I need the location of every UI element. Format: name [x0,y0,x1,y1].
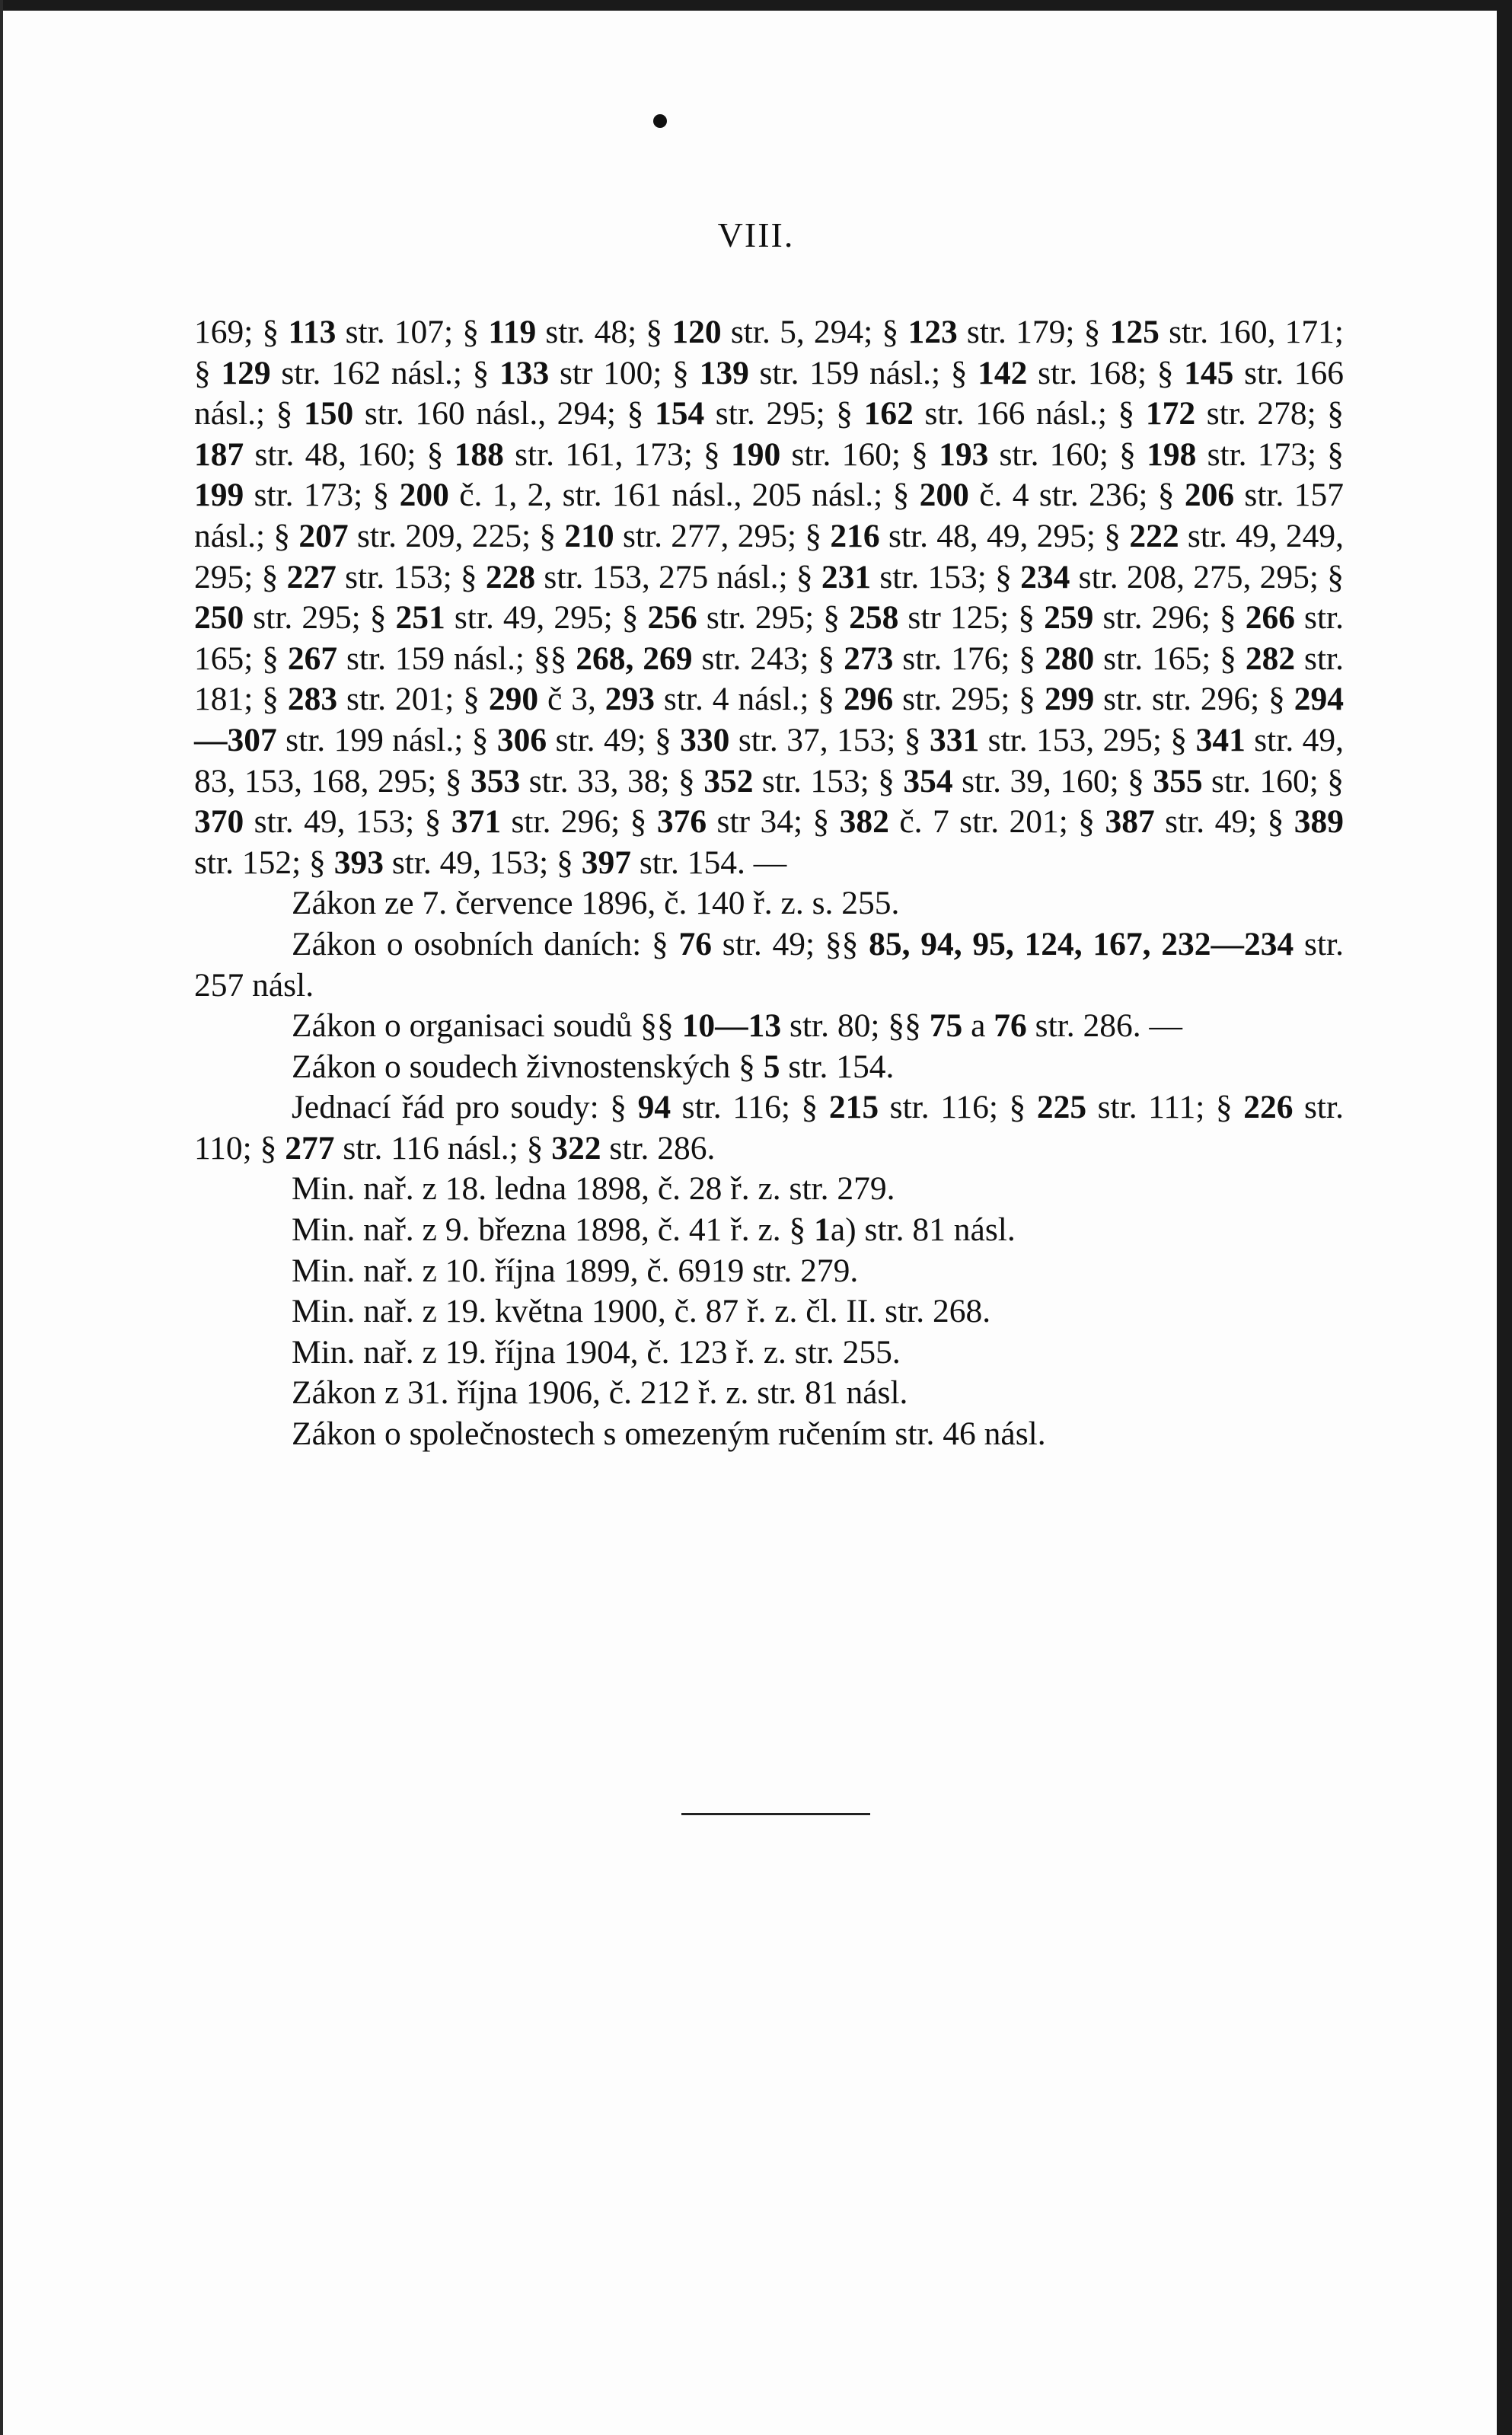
section-number: 341 [1195,721,1246,758]
section-number: 382 [839,803,889,841]
section-number: 283 [287,681,338,718]
section-number: 129 [221,354,271,391]
section-number: 5 [763,1048,780,1085]
section-index-paragraph [194,312,1344,883]
text-run: str. 152; § [194,844,334,881]
text-run: str. 173; § [244,477,400,514]
section-number: 1 [814,1211,831,1249]
section-number: 282 [1245,640,1296,677]
section-number: 352 [703,762,754,799]
text-run: str 34; § [707,803,840,841]
text-run: str. 160; § [780,436,939,473]
section-number: 133 [499,354,550,391]
section-number: 187 [194,436,244,473]
text-run: Min. nař. z 19. října 1904, č. 123 ř. z. str. 255. [292,1333,901,1371]
text-run: str 100; § [549,354,700,391]
text-run: str. 159 násl.; §§ [337,640,576,677]
text-run: str. 201; § [337,681,489,718]
law-reference-line [194,1006,1344,1047]
scan-border-top [0,0,1512,11]
scan-border-right [1497,0,1512,2435]
text-run: str. 161, 173; § [503,436,731,473]
section-number: 294—307 [194,681,1345,758]
text-run: str. 296; § [501,803,657,841]
section-number: 231 [821,558,872,595]
section-number: 354 [903,762,953,799]
section-number: 376 [656,803,707,841]
text-run: str. 166 násl.; § [913,395,1146,432]
text-run: str. 49, 153; § [244,803,451,841]
section-number: 250 [194,599,244,637]
text-run: a [962,1007,994,1045]
text-run: str. 153; § [871,558,1021,595]
text-run: Min. nař. z 10. října 1899, č. 6919 str. 279. [292,1252,859,1289]
text-run: str. 286. [601,1129,716,1166]
text-run: č 3, [538,681,605,718]
text-run: str. 165; § [194,599,1344,677]
law-reference-line [194,1087,1344,1169]
section-number: 222 [1129,517,1179,554]
text-run: str. 33, 38; § [520,762,704,799]
text-run: str. 208, 275, 295; § [1070,558,1344,595]
section-number: 75 [929,1007,963,1045]
text-run: str. 257 násl. [194,925,1344,1004]
section-number: 123 [908,314,958,350]
text-run: str. 49, 249, 295; § [194,517,1345,595]
text-run: str. 295; § [244,599,396,637]
text-run: str. 153; § [336,558,486,595]
section-number: 216 [830,517,880,554]
section-number: 188 [454,436,504,473]
ordinance-reference-line [194,1169,1344,1210]
text-run: str. 296; § [1093,599,1246,637]
law-reference-line [194,1047,1344,1088]
text-run: str. 173; § [1196,436,1344,473]
section-number: 120 [671,314,722,350]
text-run: str. str. 296; § [1094,681,1294,718]
section-number: 296 [844,681,894,718]
section-number: 119 [488,314,537,350]
text-run: Zákon z 31. října 1906, č. 212 ř. z. str. 81 násl. [292,1374,908,1412]
text-run: str. 153, 275 násl.; § [535,558,821,595]
section-number: 198 [1147,436,1197,473]
text-run: str. 278; § [1195,395,1345,432]
text-run: str. 243; § [692,640,844,677]
section-number: 199 [194,477,244,514]
law-reference-line [194,924,1344,1006]
section-number: 280 [1045,640,1095,677]
text-run: str. 49, 153; § [383,844,582,881]
section-number: 210 [564,517,614,554]
ordinance-reference-line [194,1251,1344,1292]
text-run: str. 160; § [988,436,1147,473]
ordinance-reference-line [194,1332,1344,1374]
text-run: str. 80; §§ [781,1007,930,1045]
section-number: 256 [647,599,697,637]
section-number: 215 [828,1089,879,1126]
section-number: 293 [604,681,655,718]
text-run: str. 48, 49, 295; § [879,517,1130,554]
section-number: 228 [485,558,536,595]
text-run: str. 5, 294; § [721,314,908,350]
section-number: 273 [844,640,894,677]
text-run: str. 181; § [194,640,1345,718]
text-run: str. 4 násl.; § [655,681,844,718]
text-run: č. 1, 2, str. 161 násl., 205 násl.; § [448,477,920,514]
section-number: 331 [929,721,980,758]
text-run: Jednací řád pro soudy: § [292,1089,638,1126]
text-run: str. 154. — [631,844,787,881]
section-number: 172 [1145,395,1196,432]
section-number: 277 [285,1129,335,1166]
section-number: 370 [194,803,244,841]
section-number: 150 [303,395,354,432]
section-number: 330 [680,721,730,758]
text-run: str. 49, 83, 153, 168, 295; § [194,721,1345,799]
text-run: str. 179; § [957,314,1110,350]
law-references [194,883,1344,1169]
section-number: 162 [863,395,914,432]
section-number: 268, 269 [576,640,693,677]
text-run: str. 49; §§ [712,925,869,962]
text-run: str. 39, 160; § [952,762,1153,799]
section-number: 200 [919,477,969,514]
section-number: 306 [496,721,547,758]
text-run: str. 110; § [194,1089,1344,1166]
section-number: 251 [395,599,445,637]
section-number: 267 [287,640,338,677]
text-run: str. 168; § [1027,354,1185,391]
text-run: str. 116; § [671,1089,829,1126]
ordinance-reference-line [194,1210,1344,1251]
text-run: str. 49; § [1154,803,1294,841]
text-run: Zákon o organisaci soudů §§ [292,1007,682,1045]
section-number: 299 [1044,681,1095,718]
section-number: 226 [1243,1089,1293,1126]
text-run: str. 154. [780,1048,895,1085]
section-number: 371 [451,803,502,841]
section-number: 200 [399,477,449,514]
text-run: a) str. 81 násl. [830,1211,1016,1249]
section-number: 190 [731,436,781,473]
section-number: 125 [1109,314,1160,350]
ordinance-reference-line [194,1414,1344,1455]
section-number: 266 [1245,599,1295,637]
section-number: 322 [551,1129,601,1166]
section-number: 113 [288,314,337,350]
section-number: 139 [699,354,749,391]
text-run: str. 209, 225; § [348,517,565,554]
text-run: str. 111; § [1086,1089,1244,1126]
text-run: str. 48, 160; § [244,436,455,473]
ordinance-reference-line [194,1373,1344,1414]
section-number: 355 [1153,762,1203,799]
section-number: 387 [1105,803,1155,841]
text-run: Min. nař. z 9. března 1898, č. 41 ř. z. § [292,1211,815,1249]
text-run: Zákon o společnostech s omezeným ručením str. 46 násl. [292,1415,1046,1453]
text-run: str. 166 násl.; § [194,354,1344,432]
section-number: 145 [1184,354,1234,391]
text-run: str. 162 násl.; § [270,354,500,391]
text-run: str. 153, 295; § [979,721,1196,758]
section-number: 397 [581,844,631,881]
law-reference-line [194,883,1344,924]
section-number: 290 [488,681,539,718]
text-run: 169; § [194,314,289,350]
text-run: str. 157 násl.; § [194,477,1344,554]
text-run: str. 176; § [893,640,1045,677]
text-run: str. 160, 171; § [194,314,1345,391]
section-number: 94 [637,1089,671,1126]
section-number: 207 [298,517,349,554]
text-run: č. 7 str. 201; § [888,803,1105,841]
text-run: str. 295; § [893,681,1045,718]
ordinance-reference-line [194,1291,1344,1332]
text-run: Zákon o osobních daních: § [292,925,679,962]
text-run: str. 277, 295; § [614,517,831,554]
page-number: VIII. [717,215,795,254]
section-number: 154 [654,395,705,432]
text-run: Min. nař. z 18. ledna 1898, č. 28 ř. z. str. 279. [292,1170,895,1208]
text-run: str. 37, 153; § [729,721,930,758]
text-run: Min. nař. z 19. května 1900, č. 87 ř. z. čl. II. str. 268. [292,1293,991,1330]
text-run: str. 160 násl., 294; § [353,395,655,432]
section-number: 389 [1293,803,1345,841]
text-run: str. 286. — [1026,1007,1183,1045]
section-number: 393 [333,844,384,881]
text-run: str. 153; § [753,762,904,799]
closing-rule [681,1813,870,1815]
section-number: 193 [939,436,989,473]
scan-border-left [0,0,3,2435]
text-run: str. 295; § [704,395,864,432]
section-number: 76 [994,1007,1027,1045]
text-run: str. 116 násl.; § [334,1129,552,1166]
text-run: str. 107; § [336,314,489,350]
text-run: str. 159 násl.; § [748,354,978,391]
page-body [194,312,1344,1455]
text-run: str. 160; § [1202,762,1345,799]
section-number: 227 [286,558,337,595]
section-number: 258 [849,599,899,637]
section-number: 234 [1020,558,1070,595]
text-run: č. 4 str. 236; § [968,477,1185,514]
text-run: str. 295; § [697,599,850,637]
text-run: Zákon o soudech živnostenských § [292,1048,764,1085]
ink-dot [653,114,667,128]
text-run: Zákon ze 7. července 1896, č. 140 ř. z. s. 255. [292,885,900,922]
text-run: str. 116; § [879,1089,1037,1126]
section-number: 76 [678,925,713,962]
text-run: str. 48; § [536,314,672,350]
section-number: 206 [1184,477,1235,514]
text-run: str. 49, 295; § [445,599,648,637]
text-run: str. 49; § [547,721,681,758]
text-run: str 125; § [898,599,1045,637]
section-number: 353 [471,762,521,799]
section-number: 225 [1036,1089,1087,1126]
section-number: 10—13 [681,1007,782,1045]
section-number: 259 [1044,599,1094,637]
section-number: 142 [978,354,1028,391]
text-run: str. 199 násl.; § [276,721,497,758]
section-number: 85, 94, 95, 124, 167, 232—234 [869,925,1294,962]
ordinance-references [194,1169,1344,1454]
text-run: str. 165; § [1094,640,1246,677]
